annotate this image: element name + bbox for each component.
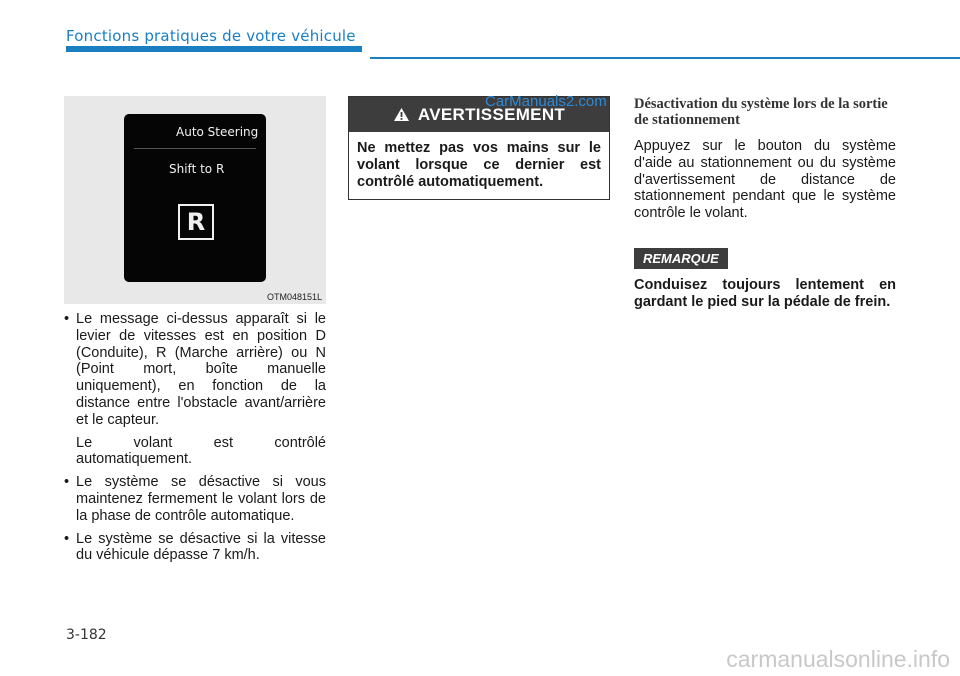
screen-message: Shift to R xyxy=(169,162,225,176)
remark-badge: REMARQUE xyxy=(634,248,728,269)
footer-site-link[interactable]: carmanualsonline.info xyxy=(726,646,950,672)
section-title: Désactivation du système lors de la sortie de stationnement xyxy=(634,96,888,128)
watermark-link[interactable]: CarManuals2.com xyxy=(485,93,607,110)
gear-indicator: R xyxy=(178,204,214,240)
list-item: • Le message ci-dessus apparaît si le levier de vitesses est en position D (Conduite), R (Marche arrière) ou N (Point mort, boîte manuelle uniquement), en fonction de la distance entre l'obstacle avant/arrière et le capteur. xyxy=(64,311,326,429)
list-item-subparagraph: Le volant est contrôlé automatiquement. xyxy=(76,434,326,468)
header-accent-bar xyxy=(66,46,362,52)
dashboard-figure xyxy=(64,96,326,304)
page-number: 3-182 xyxy=(66,627,107,643)
warning-triangle-icon xyxy=(393,107,410,122)
remark-text: Conduisez toujours lentement en gardant le pied sur la pédale de frein. xyxy=(634,276,896,310)
warning-text: Ne mettez pas vos mains sur le volant lorsque ce dernier est contrôlé automatiquement. xyxy=(357,140,601,190)
list-item: • Le système se désactive si vous maintenez fermement le volant lors de la phase de contrôle automatique. xyxy=(64,474,326,524)
list-item: • Le système se désactive si la vitesse du véhicule dépasse 7 km/h. xyxy=(64,531,326,565)
section-body: Appuyez sur le bouton du système d'aide au stationnement ou du système d'avertissement de distance de stationnement pendant que le système contrôle le volant. xyxy=(634,138,896,222)
warning-box xyxy=(348,96,610,200)
figure-code: OTM048151L xyxy=(266,292,322,302)
warning-heading: AVERTISSEMENT xyxy=(417,104,566,124)
cluster-screen xyxy=(124,114,266,282)
screen-title: Auto Steering xyxy=(176,125,259,139)
column-three xyxy=(634,96,896,311)
screen-divider xyxy=(134,148,256,149)
section-header-title: Fonctions pratiques de votre véhicule xyxy=(66,27,356,45)
header-rule xyxy=(370,57,960,59)
column-one xyxy=(64,311,326,570)
